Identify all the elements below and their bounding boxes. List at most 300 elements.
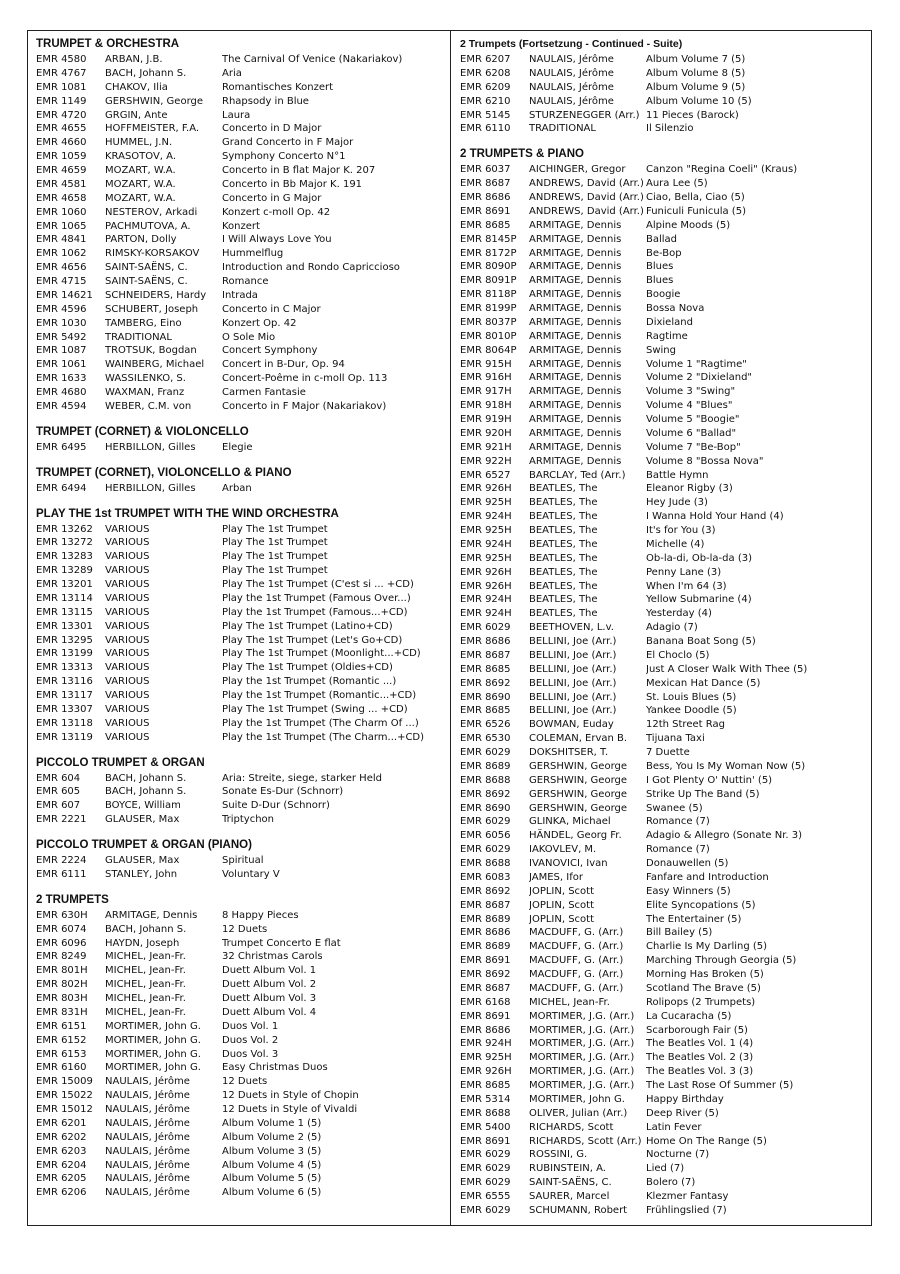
work-title: Album Volume 6 (5) xyxy=(222,1187,322,1199)
catalog-number: EMR 4656 xyxy=(36,262,87,274)
composer-name: TROTSUK, Bogdan xyxy=(105,345,197,357)
catalog-number: EMR 6151 xyxy=(36,1020,87,1032)
composer-name: ARMITAGE, Dennis xyxy=(529,372,622,384)
catalog-row xyxy=(460,732,870,746)
catalog-row xyxy=(36,620,446,634)
catalog-number: EMR 14621 xyxy=(36,289,93,301)
work-title: Play The 1st Trumpet xyxy=(222,523,328,535)
composer-name: GERSHWIN, George xyxy=(529,774,628,786)
work-title: Ballad xyxy=(646,233,678,245)
catalog-row xyxy=(460,247,870,261)
composer-name: BELLINI, Joe (Arr.) xyxy=(529,649,617,661)
work-title: Concerto in D Major xyxy=(222,123,322,135)
work-title: I Will Always Love You xyxy=(222,234,332,246)
composer-name: VARIOUS xyxy=(105,634,150,646)
catalog-number: EMR 6037 xyxy=(460,164,511,176)
work-title: Swanee (5) xyxy=(646,802,703,814)
catalog-number: EMR 607 xyxy=(36,800,81,812)
catalog-row xyxy=(36,1089,446,1103)
composer-name: HUMMEL, J.N. xyxy=(105,137,173,149)
composer-name: BEATLES, The xyxy=(529,594,598,606)
catalog-number: EMR 8692 xyxy=(460,677,511,689)
work-title: The Last Rose Of Summer (5) xyxy=(646,1080,794,1091)
catalog-number: EMR 919H xyxy=(460,414,512,425)
catalog-row xyxy=(460,815,870,829)
work-title: Play the 1st Trumpet (Romantic...+CD) xyxy=(222,690,417,701)
work-title: Introduction and Rondo Capriccioso xyxy=(222,262,400,274)
catalog-number: EMR 6209 xyxy=(460,81,511,93)
work-title: Home On The Range (5) xyxy=(646,1135,767,1147)
composer-name: ARMITAGE, Dennis xyxy=(529,344,622,356)
catalog-row xyxy=(460,1051,870,1065)
catalog-row xyxy=(460,1024,870,1038)
catalog-number: EMR 4720 xyxy=(36,109,87,121)
catalog-row xyxy=(36,81,446,95)
catalog-number: EMR 13117 xyxy=(36,690,93,701)
catalog-row xyxy=(460,913,870,927)
catalog-number: EMR 1062 xyxy=(36,248,87,260)
work-title: Swing xyxy=(646,344,676,356)
composer-name: STANLEY, John xyxy=(105,868,178,880)
catalog-row xyxy=(460,427,870,441)
work-title: The Beatles Vol. 1 (4) xyxy=(646,1038,754,1050)
composer-name: ARMITAGE, Dennis xyxy=(529,219,622,231)
catalog-number: EMR 6201 xyxy=(36,1117,87,1129)
section-heading-2-trumpets-fortsetzung-continued-suite: 2 Trumpets (Fortsetzung - Continued - Suite) xyxy=(460,38,683,50)
composer-name: NESTEROV, Arkadi xyxy=(105,206,198,218)
composer-name: VARIOUS xyxy=(105,551,150,563)
catalog-number: EMR 6526 xyxy=(460,719,511,731)
catalog-row xyxy=(460,691,870,705)
composer-name: GERSHWIN, George xyxy=(529,788,628,800)
catalog-number: EMR 604 xyxy=(36,772,81,784)
catalog-number: EMR 4580 xyxy=(36,54,87,65)
catalog-row xyxy=(36,261,446,275)
catalog-row xyxy=(460,219,870,233)
catalog-number: EMR 926H xyxy=(460,483,512,495)
composer-name: ARMITAGE, Dennis xyxy=(529,275,622,287)
catalog-row xyxy=(36,785,446,799)
catalog-row xyxy=(460,843,870,857)
catalog-row xyxy=(36,923,446,937)
catalog-number: EMR 6204 xyxy=(36,1159,87,1171)
composer-name: TRADITIONAL xyxy=(105,331,172,343)
work-title: Album Volume 3 (5) xyxy=(222,1145,322,1157)
catalog-row xyxy=(460,704,870,718)
work-title: The Carnival Of Venice (Nakariakov) xyxy=(222,54,403,65)
work-title: Romantisches Konzert xyxy=(222,81,334,93)
work-title: Bill Bailey (5) xyxy=(646,927,713,939)
work-title: 12th Street Rag xyxy=(646,719,725,731)
composer-name: MICHEL, Jean-Fr. xyxy=(105,1006,186,1018)
catalog-number: EMR 8692 xyxy=(460,885,511,897)
composer-name: RUBINSTEIN, A. xyxy=(529,1163,606,1175)
catalog-number: EMR 15012 xyxy=(36,1104,93,1115)
work-title: Banana Boat Song (5) xyxy=(646,636,756,647)
work-title: Play the 1st Trumpet (The Charm...+CD) xyxy=(222,731,425,743)
composer-name: GLAUSER, Max xyxy=(105,855,180,866)
catalog-number: EMR 4680 xyxy=(36,387,87,398)
catalog-row xyxy=(36,1048,446,1062)
catalog-number: EMR 1633 xyxy=(36,373,87,385)
work-title: Duett Album Vol. 1 xyxy=(222,965,317,977)
catalog-number: EMR 6153 xyxy=(36,1048,87,1060)
catalog-row xyxy=(36,178,446,192)
section-heading-trumpet-cornet-violoncello: TRUMPET (CORNET) & VIOLONCELLO xyxy=(36,425,249,438)
catalog-row xyxy=(460,469,870,483)
composer-name: BEATLES, The xyxy=(529,483,598,495)
composer-name: SAINT-SAËNS, C. xyxy=(105,262,188,274)
catalog-row xyxy=(460,1204,870,1218)
catalog-row xyxy=(460,1037,870,1051)
work-title: Romance xyxy=(222,276,269,287)
composer-name: ARMITAGE, Dennis xyxy=(529,303,622,314)
composer-name: CHAKOV, Ilia xyxy=(105,81,168,93)
composer-name: GERSHWIN, George xyxy=(529,802,628,814)
catalog-row xyxy=(36,1172,446,1186)
composer-name: MORTIMER, John G. xyxy=(105,1048,201,1060)
catalog-number: EMR 6056 xyxy=(460,830,511,842)
catalog-row xyxy=(460,371,870,385)
composer-name: ARMITAGE, Dennis xyxy=(529,316,622,328)
work-title: Tijuana Taxi xyxy=(646,733,705,745)
composer-name: DOKSHITSER, T. xyxy=(529,747,609,758)
composer-name: ANDREWS, David (Arr.) xyxy=(529,178,644,190)
work-title: The Entertainer (5) xyxy=(646,913,742,925)
catalog-row xyxy=(460,802,870,816)
catalog-row xyxy=(36,1159,446,1173)
catalog-number: EMR 8689 xyxy=(460,913,511,925)
catalog-number: EMR 6207 xyxy=(460,54,511,65)
work-title: 11 Pieces (Barock) xyxy=(646,109,739,121)
composer-name: BEATLES, The xyxy=(529,525,598,536)
work-title: Rolipops (2 Trumpets) xyxy=(646,996,756,1008)
composer-name: STURZENEGGER (Arr.) xyxy=(529,109,640,121)
composer-name: VARIOUS xyxy=(105,565,150,577)
catalog-number: EMR 6555 xyxy=(460,1191,511,1202)
composer-name: COLEMAN, Ervan B. xyxy=(529,733,628,745)
right-column xyxy=(460,36,870,1218)
composer-name: MICHEL, Jean-Fr. xyxy=(105,951,186,963)
catalog-row xyxy=(36,1145,446,1159)
catalog-row xyxy=(460,316,870,330)
catalog-number: EMR 4767 xyxy=(36,67,87,79)
catalog-row xyxy=(460,649,870,663)
catalog-row xyxy=(36,703,446,717)
composer-name: BEATLES, The xyxy=(529,497,598,509)
catalog-row xyxy=(36,289,446,303)
work-title: It's for You (3) xyxy=(646,525,716,536)
work-title: Easy Christmas Duos xyxy=(222,1062,328,1074)
work-title: Play the 1st Trumpet (Romantic ...) xyxy=(222,676,397,688)
catalog-row xyxy=(460,109,870,123)
composer-name: BEATLES, The xyxy=(529,608,598,620)
catalog-number: EMR 6029 xyxy=(460,1177,511,1189)
catalog-number: EMR 13201 xyxy=(36,579,93,590)
work-title: Strike Up The Band (5) xyxy=(646,788,760,800)
composer-name: ARMITAGE, Dennis xyxy=(529,247,622,259)
catalog-number: EMR 1149 xyxy=(36,95,87,107)
composer-name: NAULAIS, Jérôme xyxy=(105,1131,190,1143)
catalog-row xyxy=(460,746,870,760)
catalog-row xyxy=(36,109,446,123)
catalog-row xyxy=(36,731,446,745)
composer-name: MORTIMER, J.G. (Arr.) xyxy=(529,1024,635,1036)
composer-name: MACDUFF, G. (Arr.) xyxy=(529,927,624,939)
catalog-number: EMR 916H xyxy=(460,372,512,384)
section-heading-2-trumpets-piano: 2 TRUMPETS & PIANO xyxy=(460,148,584,161)
catalog-number: EMR 6160 xyxy=(36,1062,87,1074)
catalog-number: EMR 605 xyxy=(36,786,81,798)
work-title: Fanfare and Introduction xyxy=(646,871,769,883)
work-title: Hey Jude (3) xyxy=(646,497,708,509)
catalog-row xyxy=(36,689,446,703)
catalog-number: EMR 6495 xyxy=(36,441,87,453)
work-title: Volume 6 "Ballad" xyxy=(646,427,737,439)
work-title: Easy Winners (5) xyxy=(646,885,731,897)
catalog-number: EMR 13301 xyxy=(36,620,93,632)
composer-name: JOPLIN, Scott xyxy=(529,885,595,897)
catalog-row xyxy=(460,510,870,524)
catalog-number: EMR 926H xyxy=(460,1066,512,1078)
catalog-row xyxy=(460,1107,870,1121)
work-title: Aria: Streite, siege, starker Held xyxy=(222,772,382,784)
work-title: Intrada xyxy=(222,289,258,301)
composer-name: GRGIN, Ante xyxy=(105,109,168,121)
catalog-row xyxy=(36,634,446,648)
catalog-number: EMR 8249 xyxy=(36,951,87,963)
work-title: 7 Duette xyxy=(646,747,690,758)
catalog-row xyxy=(460,899,870,913)
work-title: Arban xyxy=(222,482,252,494)
composer-name: VARIOUS xyxy=(105,690,150,701)
composer-name: IVANOVICI, Ivan xyxy=(529,858,608,869)
work-title: Trumpet Concerto E flat xyxy=(222,937,341,949)
catalog-row xyxy=(36,578,446,592)
catalog-number: EMR 15022 xyxy=(36,1090,93,1102)
catalog-row xyxy=(36,220,446,234)
catalog-number: EMR 5492 xyxy=(36,331,87,343)
composer-name: ARMITAGE, Dennis xyxy=(529,386,622,398)
composer-name: AICHINGER, Gregor xyxy=(529,164,626,176)
catalog-number: EMR 8689 xyxy=(460,760,511,772)
catalog-number: EMR 8091P xyxy=(460,275,517,287)
catalog-row xyxy=(36,868,446,882)
composer-name: VARIOUS xyxy=(105,676,150,688)
catalog-row xyxy=(36,1020,446,1034)
composer-name: GLAUSER, Max xyxy=(105,814,180,826)
work-title: Latin Fever xyxy=(646,1121,702,1133)
composer-name: MORTIMER, John G. xyxy=(529,1093,625,1105)
catalog-number: EMR 5314 xyxy=(460,1093,511,1105)
composer-name: VARIOUS xyxy=(105,537,150,549)
composer-name: MORTIMER, J.G. (Arr.) xyxy=(529,1066,635,1078)
work-title: Duett Album Vol. 4 xyxy=(222,1006,317,1018)
work-title: Volume 3 "Swing" xyxy=(646,386,736,398)
composer-name: MORTIMER, J.G. (Arr.) xyxy=(529,1080,635,1091)
work-title: Morning Has Broken (5) xyxy=(646,969,764,980)
catalog-number: EMR 803H xyxy=(36,993,88,1004)
work-title: Scotland The Brave (5) xyxy=(646,982,761,994)
composer-name: SAINT-SAËNS, C. xyxy=(529,1177,612,1189)
composer-name: VARIOUS xyxy=(105,717,150,729)
composer-name: MORTIMER, J.G. (Arr.) xyxy=(529,1038,635,1050)
work-title: Marching Through Georgia (5) xyxy=(646,955,797,967)
catalog-number: EMR 915H xyxy=(460,358,512,370)
catalog-row xyxy=(36,358,446,372)
catalog-number: EMR 924H xyxy=(460,538,512,550)
catalog-row xyxy=(460,996,870,1010)
catalog-number: EMR 6029 xyxy=(460,816,511,828)
composer-name: KRASOTOV, A. xyxy=(105,151,177,163)
composer-name: MOZART, W.A. xyxy=(105,165,176,176)
catalog-row xyxy=(460,1010,870,1024)
section-gap xyxy=(36,827,446,837)
work-title: Elegie xyxy=(222,441,253,453)
catalog-row xyxy=(460,635,870,649)
catalog-number: EMR 8687 xyxy=(460,178,511,190)
catalog-number: EMR 13119 xyxy=(36,731,93,743)
composer-name: IAKOVLEV, M. xyxy=(529,844,597,856)
catalog-number: EMR 6083 xyxy=(460,871,511,883)
catalog-number: EMR 1059 xyxy=(36,151,87,163)
catalog-number: EMR 4715 xyxy=(36,276,87,287)
composer-name: HAYDN, Joseph xyxy=(105,937,180,949)
left-column xyxy=(36,36,446,1200)
composer-name: TRADITIONAL xyxy=(529,123,596,135)
composer-name: BEATLES, The xyxy=(529,538,598,550)
catalog-row xyxy=(36,233,446,247)
catalog-row xyxy=(36,192,446,206)
catalog-number: EMR 6210 xyxy=(460,95,511,107)
section-gap xyxy=(36,496,446,506)
catalog-number: EMR 8685 xyxy=(460,219,511,231)
work-title: Album Volume 7 (5) xyxy=(646,54,746,65)
catalog-row xyxy=(460,344,870,358)
catalog-row xyxy=(36,1061,446,1075)
catalog-row xyxy=(460,538,870,552)
work-title: Album Volume 9 (5) xyxy=(646,81,746,93)
catalog-number: EMR 13313 xyxy=(36,662,93,674)
work-title: Boogie xyxy=(646,289,681,301)
composer-name: MACDUFF, G. (Arr.) xyxy=(529,955,624,967)
catalog-row xyxy=(36,344,446,358)
catalog-number: EMR 1030 xyxy=(36,317,87,329)
work-title: Volume 8 "Bossa Nova" xyxy=(646,455,764,467)
catalog-row xyxy=(460,1176,870,1190)
catalog-row xyxy=(36,523,446,537)
work-title: Alpine Moods (5) xyxy=(646,219,731,231)
catalog-number: EMR 801H xyxy=(36,965,88,977)
composer-name: BEATLES, The xyxy=(529,580,598,592)
catalog-number: EMR 8687 xyxy=(460,982,511,994)
catalog-number: EMR 8686 xyxy=(460,636,511,647)
work-title: 32 Christmas Carols xyxy=(222,951,323,963)
work-title: Yesterday (4) xyxy=(646,608,712,620)
work-title: 12 Duets xyxy=(222,1076,268,1088)
work-title: Grand Concerto in F Major xyxy=(222,137,354,149)
catalog-number: EMR 4658 xyxy=(36,192,87,204)
composer-name: BOWMAN, Euday xyxy=(529,719,614,731)
catalog-row xyxy=(36,1075,446,1089)
catalog-row xyxy=(36,950,446,964)
work-title: O Sole Mio xyxy=(222,331,276,343)
work-title: Canzon "Regina Coeli" (Kraus) xyxy=(646,164,798,176)
catalog-row xyxy=(36,386,446,400)
catalog-number: EMR 13295 xyxy=(36,634,93,646)
work-title: Battle Hymn xyxy=(646,469,709,481)
work-title: Play The 1st Trumpet (C'est si ... +CD) xyxy=(222,579,414,590)
work-title: Album Volume 5 (5) xyxy=(222,1173,322,1185)
composer-name: MACDUFF, G. (Arr.) xyxy=(529,969,624,980)
composer-name: BEETHOVEN, L.v. xyxy=(529,622,614,634)
work-title: Dixieland xyxy=(646,316,693,328)
catalog-row xyxy=(460,1162,870,1176)
catalog-number: EMR 924H xyxy=(460,1038,512,1050)
catalog-number: EMR 925H xyxy=(460,552,512,564)
catalog-number: EMR 8691 xyxy=(460,955,511,967)
work-title: Volume 4 "Blues" xyxy=(646,400,733,412)
catalog-row xyxy=(460,441,870,455)
work-title: Michelle (4) xyxy=(646,538,705,550)
catalog-row xyxy=(460,1135,870,1149)
section-gap xyxy=(36,414,446,424)
catalog-number: EMR 6029 xyxy=(460,844,511,856)
composer-name: ARMITAGE, Dennis xyxy=(529,233,622,245)
composer-name: WEBER, C.M. von xyxy=(105,400,192,412)
composer-name: VARIOUS xyxy=(105,731,150,743)
catalog-number: EMR 8037P xyxy=(460,316,517,328)
catalog-number: EMR 922H xyxy=(460,455,512,467)
composer-name: ANDREWS, David (Arr.) xyxy=(529,205,644,217)
composer-name: BEATLES, The xyxy=(529,566,598,578)
catalog-number: EMR 1060 xyxy=(36,206,87,218)
catalog-row xyxy=(36,441,446,455)
catalog-number: EMR 8690 xyxy=(460,691,511,703)
composer-name: MACDUFF, G. (Arr.) xyxy=(529,941,624,953)
work-title: Aria xyxy=(222,67,242,79)
work-title: Play The 1st Trumpet xyxy=(222,537,328,549)
catalog-row xyxy=(36,909,446,923)
catalog-row xyxy=(460,191,870,205)
catalog-row xyxy=(460,67,870,81)
work-title: Play The 1st Trumpet xyxy=(222,565,328,577)
catalog-row xyxy=(460,455,870,469)
catalog-number: EMR 1065 xyxy=(36,220,87,232)
catalog-number: EMR 6029 xyxy=(460,1163,511,1175)
catalog-row xyxy=(36,772,446,786)
work-title: 12 Duets in Style of Vivaldi xyxy=(222,1104,358,1115)
catalog-number: EMR 6074 xyxy=(36,923,87,935)
catalog-row xyxy=(460,302,870,316)
catalog-number: EMR 8685 xyxy=(460,705,511,717)
composer-name: BARCLAY, Ted (Arr.) xyxy=(529,469,626,481)
catalog-row xyxy=(36,854,446,868)
work-title: Concerto in G Major xyxy=(222,192,322,204)
catalog-number: EMR 13116 xyxy=(36,676,93,688)
catalog-number: EMR 1081 xyxy=(36,81,87,93)
catalog-number: EMR 6206 xyxy=(36,1187,87,1199)
work-title: Concerto in Bb Major K. 191 xyxy=(222,178,363,190)
catalog-number: EMR 4655 xyxy=(36,123,87,135)
composer-name: BACH, Johann S. xyxy=(105,67,187,79)
catalog-row xyxy=(36,303,446,317)
catalog-row xyxy=(460,607,870,621)
work-title: Blues xyxy=(646,275,674,287)
work-title: Bossa Nova xyxy=(646,303,705,314)
composer-name: VARIOUS xyxy=(105,592,150,604)
catalog-number: EMR 1061 xyxy=(36,359,87,371)
